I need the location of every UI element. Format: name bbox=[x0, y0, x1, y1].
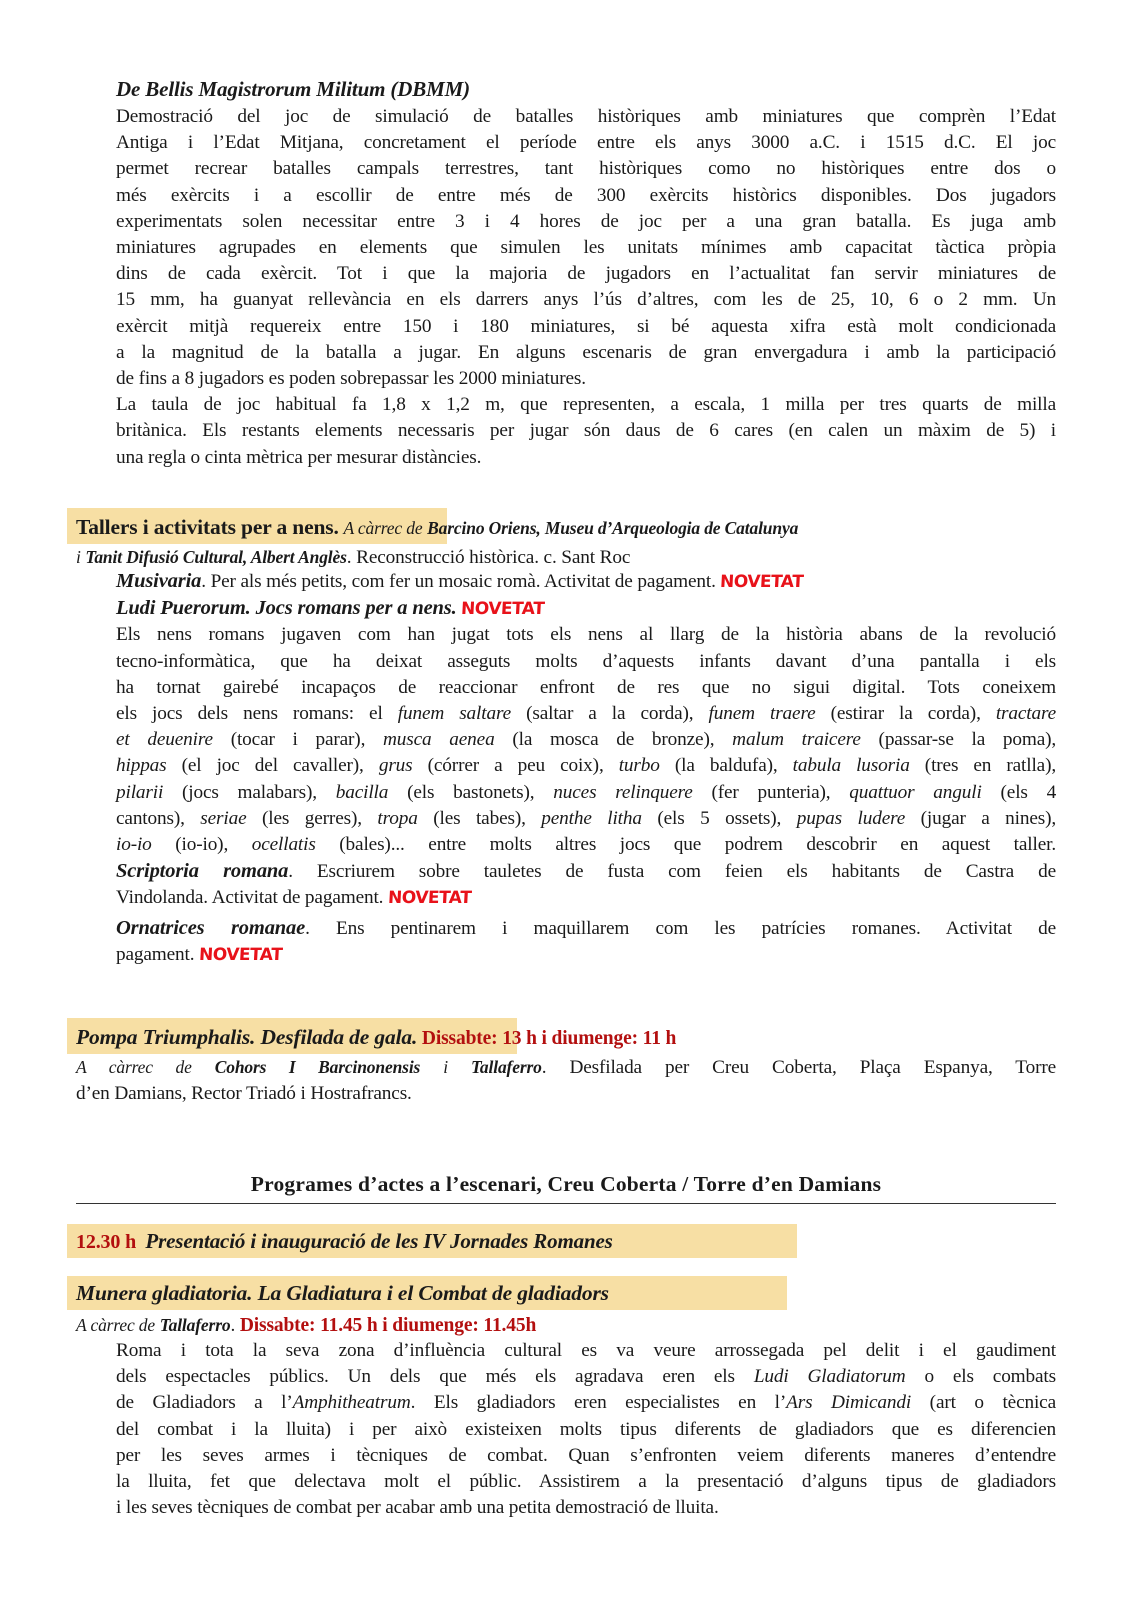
activity-description: pagament. bbox=[116, 943, 195, 965]
event2-line: i les seves tècniques de combat per acabar amb una petita demostració de lluita. bbox=[116, 1497, 719, 1519]
event2-title-line bbox=[76, 1280, 609, 1308]
ludi-line: Els nens romans jugaven com han jugat tots els nens al llarg de la història abans de la revolució bbox=[116, 624, 1056, 646]
activity-name: Scriptoria romana bbox=[116, 860, 289, 883]
section-divider bbox=[76, 1203, 1056, 1204]
game-meaning: (fer punteria), bbox=[711, 781, 831, 803]
ludi-games-line bbox=[116, 806, 1056, 832]
tallers-credit-prefix: A càrrec de bbox=[343, 518, 423, 538]
novetat-badge: NOVETAT bbox=[198, 944, 283, 965]
game-latin: nuces relinquere bbox=[553, 781, 693, 803]
event2-line bbox=[116, 1364, 1056, 1390]
game-meaning: (tres en ratlla), bbox=[924, 755, 1057, 777]
event2-title: Munera gladiatoria. La Gladiatura i el Combat de gladiadors bbox=[76, 1281, 609, 1305]
pompa-route: . Desfilada per Creu Coberta, Plaça Espanya, Torre bbox=[541, 1057, 1057, 1078]
ludi-games-line bbox=[116, 780, 1056, 806]
activity-ornatrices bbox=[116, 915, 1056, 942]
tallers-heading-line bbox=[76, 512, 1056, 544]
event1-line bbox=[76, 1228, 613, 1256]
text: o els combats bbox=[905, 1366, 1056, 1388]
dbmm-title: De Bellis Magistrorum Militum (DBMM) bbox=[116, 77, 470, 101]
dbmm-line: Demostració del joc de simulació de batalles històriques amb miniatures que comprèn l’Edat bbox=[116, 106, 1056, 127]
tallers-credit-orgs-2: Tanit Difusió Cultural, Albert Anglès bbox=[85, 547, 347, 567]
game-latin: tropa bbox=[377, 807, 418, 829]
section-title: Programes d’actes a l’escenari, Creu Coberta / Torre d’en Damians bbox=[250, 1172, 882, 1196]
game-meaning: cantons), bbox=[116, 807, 185, 829]
dbmm-line: 15 mm, ha guanyat rellevància en els darrers anys l’ús d’altres, com les de 25, 10, 6 o 2 mm. Un bbox=[116, 289, 1056, 311]
event1-time: 12.30 h bbox=[76, 1231, 137, 1253]
event2-credit-prefix: A càrrec de bbox=[76, 1315, 156, 1335]
activity-musivaria bbox=[116, 568, 1056, 595]
game-latin: pupas ludere bbox=[796, 807, 906, 829]
activity-scriptoria-cont bbox=[116, 885, 1056, 911]
game-meaning: (passar-se la poma), bbox=[878, 729, 1057, 751]
activity-description: . Ens pentinarem i maquillarem com les patrícies romanes. Activitat de bbox=[305, 917, 1057, 939]
pompa-credit-org: Cohors I Barcinonensis bbox=[214, 1057, 421, 1077]
activity-name: Ornatrices romanae bbox=[116, 916, 306, 939]
game-meaning: (les tabes), bbox=[433, 807, 526, 829]
ludi-line: ha tornat gairebé incapaços de reaccionar enfront de res que no sigui digital. Tots coneixem bbox=[116, 676, 1056, 698]
tallers-credit-and: i bbox=[76, 547, 81, 567]
activity-description: Vindolanda. Activitat de pagament. bbox=[116, 887, 384, 909]
pompa-heading-line bbox=[76, 1022, 1056, 1054]
novetat-badge: NOVETAT bbox=[387, 888, 472, 909]
game-latin: funem traere bbox=[708, 703, 816, 725]
game-meaning: (jugar a nines), bbox=[920, 807, 1057, 829]
game-latin: grus bbox=[378, 755, 413, 777]
ludi-games-line bbox=[116, 753, 1056, 779]
game-meaning: (les gerres), bbox=[262, 807, 362, 829]
event2-line: del combat i la lluita) i per això existeixen molts tipus diferents de gladiadors que es diferencien bbox=[116, 1418, 1056, 1440]
dbmm-line: Antiga i l’Edat Mitjana, concretament el període entre els anys 3000 a.C. i 1515 d.C. El joc bbox=[116, 132, 1056, 154]
pompa-credit-line bbox=[76, 1054, 1056, 1081]
game-meaning: (la baldufa), bbox=[674, 755, 778, 777]
ludi-line: tecno-informàtica, que ha deixat asseguts molts d’aquests infants davant d’una pantalla i els bbox=[116, 650, 1056, 672]
game-meaning: (el joc del cavaller), bbox=[181, 755, 364, 777]
dbmm-line: més exèrcits i a escollir de entre més de 300 exèrcits històrics disponibles. Dos jugadors bbox=[116, 184, 1056, 206]
latin-term: Amphitheatrum bbox=[292, 1392, 411, 1414]
text: de Gladiadors a l’ bbox=[116, 1392, 293, 1414]
game-latin: hippas bbox=[116, 755, 167, 777]
pompa-schedule: Dissabte: 13 h i diumenge: 11 h bbox=[421, 1028, 677, 1049]
dbmm-line: permet recrear batalles campals terrestres, tant històriques como no històriques entre dos o bbox=[116, 158, 1056, 180]
activity-description: . Per als més petits, com fer un mosaic romà. Activitat de pagament. bbox=[201, 571, 716, 592]
dbmm-body bbox=[116, 104, 1056, 471]
dbmm-line: a la magnitud de la batalla a jugar. En alguns escenaris de gran envergadura i amb la participació bbox=[116, 341, 1056, 363]
game-latin: bacilla bbox=[335, 781, 389, 803]
game-meaning: (bales)... bbox=[339, 834, 405, 856]
pompa-heading: Pompa Triumphalis. Desfilada de gala. bbox=[76, 1025, 418, 1049]
game-meaning: (la mosca de bronze), bbox=[512, 729, 715, 751]
game-meaning: (saltar a la corda), bbox=[526, 703, 694, 725]
ludi-games-line bbox=[116, 832, 1056, 858]
event2-credit-org: Tallaferro bbox=[159, 1315, 231, 1335]
dbmm-section bbox=[116, 74, 1056, 471]
game-latin: turbo bbox=[618, 755, 660, 777]
latin-term: Ludi Gladiatorum bbox=[753, 1366, 906, 1388]
activity-name: Musivaria bbox=[116, 570, 202, 592]
activity-scriptoria bbox=[116, 858, 1056, 885]
text: . Els gladiadors eren especialistes en l’ bbox=[410, 1392, 787, 1414]
tallers-credit-orgs: Barcino Oriens, Museu d’Arqueologia de Catalunya bbox=[427, 518, 799, 538]
tallers-location: . Reconstrucció històrica. c. Sant Roc bbox=[346, 547, 631, 568]
pompa-route-cont: d’en Damians, Rector Triadó i Hostrafrancs. bbox=[76, 1083, 412, 1105]
pompa-credit-prefix: A càrrec de bbox=[76, 1057, 192, 1077]
tallers-heading: Tallers i activitats per a nens. bbox=[76, 515, 339, 539]
game-meaning: (els bastonets), bbox=[407, 781, 535, 803]
tallers-credit-line bbox=[76, 544, 1056, 571]
ludi-games-line bbox=[116, 701, 1056, 727]
dbmm-line: exèrcit mitjà requereix entre 150 i 180 miniatures, si bé aquesta xifra està molt condicionada bbox=[116, 315, 1056, 337]
text: dels espectacles públics. Un dels que més els agradava eren els bbox=[116, 1366, 735, 1388]
novetat-badge: NOVETAT bbox=[460, 599, 545, 620]
ludi-closing: entre molts altres jocs que podrem descobrir en aquest taller. bbox=[428, 834, 1056, 856]
event2-line: la lluita, fet que delectava molt el públic. Assistirem a la presentació d’alguns tipus de gladiadors bbox=[116, 1471, 1056, 1493]
game-latin: tractare bbox=[995, 703, 1057, 725]
dbmm-line: miniatures agrupades en elements que simulen les unitats mínimes amb capacitat tàctica pròpia bbox=[116, 237, 1056, 259]
game-latin: malum traicere bbox=[732, 729, 861, 751]
activity-name: Ludi Puerorum. Jocs romans per a nens. bbox=[116, 597, 457, 620]
game-latin: io-io bbox=[116, 834, 152, 856]
game-latin: et deuenire bbox=[116, 729, 213, 751]
dbmm-line: una regla o cinta mètrica per mesurar distàncies. bbox=[116, 446, 482, 468]
ludi-games-line bbox=[116, 727, 1056, 753]
event2-line: per les seves armes i tècniques de combat. Quan s’enfronten veiem diferents maneres d’entendre bbox=[116, 1444, 1056, 1466]
activity-description: . Escriurem sobre tauletes de fusta com feien els habitants de Castra de bbox=[288, 861, 1056, 883]
game-latin: pilarii bbox=[116, 781, 164, 803]
pompa-section bbox=[76, 1022, 1056, 1107]
event2-credit-line: A càrrec de Tallaferro. Dissabte: 11.45 h i diumenge: 11.45h bbox=[76, 1315, 537, 1336]
game-latin: tabula lusoria bbox=[792, 755, 910, 777]
pompa-credit-org: Tallaferro bbox=[470, 1057, 542, 1077]
game-latin: ocellatis bbox=[251, 834, 316, 856]
game-meaning: (córrer a peu coix), bbox=[427, 755, 604, 777]
dbmm-line: experimentats solen necessitar entre 3 i 4 hores de joc per a una gran batalla. Es juga amb bbox=[116, 210, 1056, 232]
text: (art o tècnica bbox=[911, 1392, 1056, 1414]
game-latin: quattuor anguli bbox=[849, 781, 982, 803]
dbmm-line: La taula de joc habitual fa 1,8 x 1,2 m, que representen, a escala, 1 milla per tres quarts de milla bbox=[116, 394, 1056, 416]
tallers-activities bbox=[116, 568, 1056, 968]
games-lead: els jocs dels nens romans: el bbox=[116, 703, 383, 725]
dbmm-line: britànica. Els restants elements necessaris per jugar són daus de 6 cares (en calen un màxim de 5) i bbox=[116, 420, 1056, 442]
tallers-section bbox=[76, 512, 1056, 571]
event2-body bbox=[116, 1338, 1056, 1521]
game-latin: penthe litha bbox=[541, 807, 642, 829]
event2-schedule: Dissabte: 11.45 h i diumenge: 11.45h bbox=[239, 1315, 537, 1336]
event2-line: Roma i tota la seva zona d’influència cultural es va veure arrossegada pel delit i el gaudiment bbox=[116, 1340, 1056, 1361]
game-meaning: (estirar la corda), bbox=[830, 703, 981, 725]
game-latin: seriae bbox=[200, 807, 247, 829]
activity-ornatrices-cont bbox=[116, 942, 1056, 968]
game-meaning: (els 5 ossets), bbox=[657, 807, 782, 829]
game-meaning: (els 4 bbox=[1000, 781, 1057, 803]
pompa-credit-and: i bbox=[443, 1057, 448, 1077]
dbmm-line: de fins a 8 jugadors es poden sobrepassar les 2000 miniatures. bbox=[116, 368, 586, 390]
game-meaning: (tocar i parar), bbox=[230, 729, 366, 751]
game-meaning: (jocs malabars), bbox=[182, 781, 317, 803]
activity-ludi bbox=[116, 595, 1056, 622]
event2-line bbox=[116, 1390, 1056, 1416]
novetat-badge: NOVETAT bbox=[719, 572, 805, 592]
latin-term: Ars Dimicandi bbox=[786, 1392, 912, 1414]
dbmm-line: dins de cada exèrcit. Tot i que la majoria de jugadors en l’actualitat fan servir miniatures de bbox=[116, 263, 1056, 285]
game-latin: musca aenea bbox=[383, 729, 495, 751]
game-latin: funem saltare bbox=[397, 703, 512, 725]
event1-title: Presentació i inauguració de les IV Jornades Romanes bbox=[145, 1229, 613, 1253]
game-meaning: (io-io), bbox=[175, 834, 229, 856]
